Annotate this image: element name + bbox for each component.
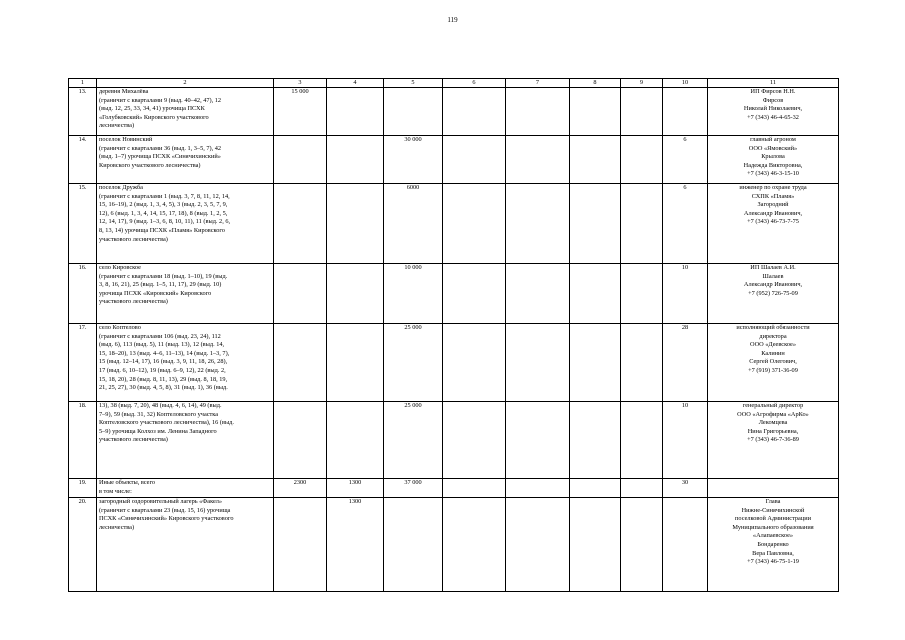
col-4-value	[327, 184, 384, 264]
col-6-value	[443, 184, 506, 264]
col-9-value	[621, 136, 663, 184]
description-line: село Коптелово	[99, 324, 141, 331]
col-9-value	[621, 324, 663, 402]
description-line: в том числе:	[99, 487, 132, 495]
col-6-value	[443, 479, 506, 498]
description-line: 15 (выд. 12–14, 17), 16 (выд. 3, 9, 11, 18, 26, 28),	[99, 358, 228, 366]
col-10-value	[663, 498, 708, 592]
row-number: 15.	[69, 184, 97, 264]
description-line: 7–9), 59 (выд. 31, 32) Коптеловского участка	[99, 410, 219, 418]
col-7-value	[506, 402, 570, 479]
column-header-4: 4	[327, 79, 384, 88]
col-8-value	[570, 264, 621, 324]
row-number: 14.	[69, 136, 97, 184]
col-9-value	[621, 402, 663, 479]
contact-line: Александр Иванович,	[743, 281, 803, 289]
description-line: лесничества)	[99, 122, 135, 130]
col-9-value	[621, 88, 663, 136]
description-line: «Голубковский» Кировского участкового	[99, 113, 209, 121]
column-header-1: 1	[69, 79, 97, 88]
contact-info	[708, 402, 839, 479]
table-row	[69, 479, 839, 498]
col-10-value: 30	[663, 479, 708, 498]
col-5-value: 6000	[384, 184, 443, 264]
contact-line: Крылова	[761, 153, 785, 161]
contact-line: Шалаев	[762, 272, 784, 280]
row-number: 18.	[69, 402, 97, 479]
column-header-5: 5	[384, 79, 443, 88]
col-4-value	[327, 136, 384, 184]
contact-line: инженер по охране труда	[739, 184, 807, 191]
contact-line: «Алапаевское»	[752, 532, 794, 540]
description-line: 12, 14, 17), 9 (выд. 1–3, 6, 8, 10, 11), 11 (выд. 2, 6,	[99, 218, 231, 226]
contact-line: Муниципального образования	[732, 523, 814, 531]
col-8-value	[570, 136, 621, 184]
contact-line: Загородний	[757, 201, 789, 209]
description-line: 17 (выд. 6, 10–12), 19 (выд. 6–9, 12), 22 (выд. 2,	[99, 366, 226, 374]
table-row	[69, 136, 839, 184]
description-line: (выд. 1–7) урочища ПСХК «Синячихинский»	[99, 153, 221, 161]
table-row	[69, 184, 839, 264]
description-line: (граничит с кварталами 9 (выд. 40–42, 47), 12	[99, 96, 222, 104]
contact-line: Николай Николаевич,	[743, 105, 803, 113]
description-line: село Кировское	[99, 264, 141, 271]
contact-line: Нина Григорьевна,	[747, 427, 799, 435]
description-line: (граничит с кварталами 36 (выд. 1, 3–5, 7), 42	[99, 144, 222, 152]
object-description	[97, 402, 274, 479]
description-line: 15, 16–19), 2 (выд. 1, 3, 4, 5), 3 (выд. 2, 3, 5, 7, 9,	[99, 201, 228, 209]
object-description	[97, 136, 274, 184]
object-description	[97, 264, 274, 324]
table-row	[69, 498, 839, 592]
col-7-value	[506, 479, 570, 498]
data-table	[68, 78, 839, 592]
page-number: 119	[447, 16, 458, 24]
contact-line: +7 (343) 46-73-7-75	[747, 218, 799, 226]
contact-line: +7 (919) 371-36-09	[748, 366, 798, 374]
description-line: Иные объекты, всего	[99, 479, 156, 486]
contact-line: +7 (343) 46-7-36-89	[747, 436, 799, 444]
row-number: 20.	[69, 498, 97, 592]
column-header-2: 2	[97, 79, 274, 88]
contact-info	[708, 498, 839, 592]
col-10-value: 10	[663, 402, 708, 479]
col-9-value	[621, 264, 663, 324]
column-header-8: 8	[570, 79, 621, 88]
contact-line: директора	[759, 332, 787, 340]
col-7-value	[506, 88, 570, 136]
description-line: (граничит с кварталами 23 (выд. 15, 16) урочища	[99, 506, 231, 514]
contact-line: Лекомцева	[758, 419, 788, 427]
col-8-value	[570, 479, 621, 498]
col-3-value	[274, 324, 327, 402]
col-3-value	[274, 184, 327, 264]
description-line: участкового лесничества)	[99, 298, 168, 306]
col-9-value	[621, 479, 663, 498]
contact-line: +7 (343) 46-3-15-10	[747, 170, 799, 178]
description-line: 21, 25, 27), 30 (выд. 4, 5, 8), 31 (выд. 1), 36 (выд.	[99, 384, 228, 392]
contact-info	[708, 324, 839, 402]
contact-line: ООО «Ямовский»	[748, 144, 798, 152]
contact-info	[708, 88, 839, 136]
col-8-value	[570, 184, 621, 264]
contact-line: генеральный директор	[742, 402, 804, 409]
description-line: 12), 6 (выд. 1, 3, 4, 14, 15, 17, 18), 8 (выд. 1, 2, 5,	[99, 209, 228, 217]
col-7-value	[506, 184, 570, 264]
col-6-value	[443, 88, 506, 136]
column-header-9: 9	[621, 79, 663, 88]
description-line: ПСХК «Синячихинский» Кировского участкового	[99, 515, 234, 523]
contact-info	[708, 136, 839, 184]
col-5-value: 37 000	[384, 479, 443, 498]
row-number: 19.	[69, 479, 97, 498]
contact-line: ООО «Деевское»	[750, 341, 796, 349]
col-7-value	[506, 136, 570, 184]
contact-line: +7 (952) 726-75-09	[748, 289, 798, 297]
col-5-value	[384, 88, 443, 136]
description-line: поселок Новинский	[99, 136, 153, 143]
description-line: загородный оздоровительный лагерь «Факел»	[99, 498, 223, 505]
col-4-value: 1300	[327, 479, 384, 498]
object-description	[97, 498, 274, 592]
contact-line: ИП Шалаев А.И.	[750, 264, 796, 271]
object-description	[97, 479, 274, 498]
description-line: участкового лесничества)	[99, 436, 168, 444]
col-3-value	[274, 136, 327, 184]
description-line: 5–9) урочища Колхоз им. Ленина Западного	[99, 427, 217, 435]
table-row	[69, 88, 839, 136]
description-line: 3, 8, 16, 21), 25 (выд. 1–5, 11, 17), 29 (выд. 10)	[99, 281, 222, 289]
col-6-value	[443, 324, 506, 402]
col-6-value	[443, 498, 506, 592]
col-4-value	[327, 88, 384, 136]
col-8-value	[570, 88, 621, 136]
col-10-value	[663, 88, 708, 136]
col-5-value: 10 000	[384, 264, 443, 324]
contact-info	[708, 479, 839, 498]
description-line: 8, 13, 14) урочища ПСХК «Пламя» Кировского	[99, 226, 225, 234]
contact-line: Бондаренко	[757, 540, 789, 548]
description-line: (граничит с кварталами 1 (выд. 3, 7, 8, 11, 12, 14,	[99, 192, 230, 200]
description-line: (граничит с кварталами 106 (выд. 23, 24), 112	[99, 332, 221, 340]
col-8-value	[570, 402, 621, 479]
column-header-11: 11	[708, 79, 839, 88]
object-description	[97, 184, 274, 264]
col-4-value	[327, 264, 384, 324]
column-header-10: 10	[663, 79, 708, 88]
description-line: лесничества)	[99, 523, 135, 531]
col-6-value	[443, 402, 506, 479]
row-number: 13.	[69, 88, 97, 136]
col-7-value	[506, 264, 570, 324]
row-number: 17.	[69, 324, 97, 402]
col-10-value: 6	[663, 184, 708, 264]
col-4-value: 1300	[327, 498, 384, 592]
description-line: (выд. 12, 25, 33, 34, 41) урочища ПСХК	[99, 105, 205, 113]
contact-line: +7 (343) 46-75-1-19	[747, 558, 799, 566]
col-5-value: 30 000	[384, 136, 443, 184]
col-3-value	[274, 264, 327, 324]
contact-line: Нижне-Синячихинской	[741, 506, 805, 514]
col-9-value	[621, 498, 663, 592]
description-line: поселок Дружба	[99, 184, 143, 191]
col-5-value	[384, 498, 443, 592]
contact-line: ИП Фирсов Н.Н.	[750, 88, 796, 95]
contact-line: поселковой Администрации	[735, 515, 811, 523]
col-8-value	[570, 324, 621, 402]
column-header-3: 3	[274, 79, 327, 88]
col-7-value	[506, 498, 570, 592]
description-line: участкового лесничества)	[99, 235, 168, 243]
col-3-value: 15 000	[274, 88, 327, 136]
description-line: урочища ПСХК «Кировский» Кировского	[99, 289, 212, 297]
col-6-value	[443, 136, 506, 184]
contact-line: Вера Павловна,	[752, 549, 794, 557]
description-line: 15, 18, 20), 28 (выд. 8, 11, 13), 29 (выд. 8, 18, 19,	[99, 375, 228, 383]
col-9-value	[621, 184, 663, 264]
description-line: деревня Михалёва	[99, 88, 149, 95]
row-number: 16.	[69, 264, 97, 324]
description-line: (выд. 6), 113 (выд. 5), 11 (выд. 13), 12 (выд. 14,	[99, 341, 225, 349]
column-header-6: 6	[443, 79, 506, 88]
table-row	[69, 264, 839, 324]
col-10-value: 10	[663, 264, 708, 324]
contact-line: Калинин	[761, 349, 785, 357]
contact-line: исполняющий обязанности	[736, 324, 810, 331]
contact-line: Надежда Викторовна,	[743, 161, 803, 169]
col-5-value: 25 000	[384, 402, 443, 479]
contact-info	[708, 184, 839, 264]
col-10-value: 6	[663, 136, 708, 184]
contact-info	[708, 264, 839, 324]
contact-line: Фирсов	[762, 96, 784, 104]
col-4-value	[327, 324, 384, 402]
col-7-value	[506, 324, 570, 402]
header-row	[69, 79, 839, 88]
col-5-value: 25 000	[384, 324, 443, 402]
col-6-value	[443, 264, 506, 324]
col-4-value	[327, 402, 384, 479]
contact-line: Александр Иванович,	[743, 209, 803, 217]
contact-line: Сергей Олегович,	[749, 358, 797, 366]
table-row	[69, 324, 839, 402]
contact-line: ООО «Агрофирма «АрКо»	[737, 410, 809, 418]
description-line: Коптеловского участкового лесничества), 16 (выд.	[99, 419, 234, 427]
description-line: 15, 18–20), 13 (выд. 4–6, 11–13), 14 (выд. 1–3, 7),	[99, 349, 230, 357]
col-10-value: 28	[663, 324, 708, 402]
contact-line: Глава	[765, 498, 781, 505]
col-3-value: 2300	[274, 479, 327, 498]
description-line: Кировского участкового лесничества)	[99, 161, 201, 169]
description-line: 13), 38 (выд. 7, 20), 48 (выд. 4, 6, 14), 49 (выд.	[99, 402, 222, 409]
table-body	[69, 88, 839, 592]
description-line: (граничит с кварталами 18 (выд. 1–10), 19 (выд.	[99, 272, 228, 280]
col-3-value	[274, 498, 327, 592]
object-description	[97, 324, 274, 402]
contact-line: главный агроном	[750, 136, 796, 143]
contact-line: +7 (343) 46-4-65-32	[747, 113, 799, 121]
col-8-value	[570, 498, 621, 592]
object-description	[97, 88, 274, 136]
contact-line: СХПК «Пламя»	[751, 192, 795, 200]
column-header-7: 7	[506, 79, 570, 88]
col-3-value	[274, 402, 327, 479]
table-row	[69, 402, 839, 479]
